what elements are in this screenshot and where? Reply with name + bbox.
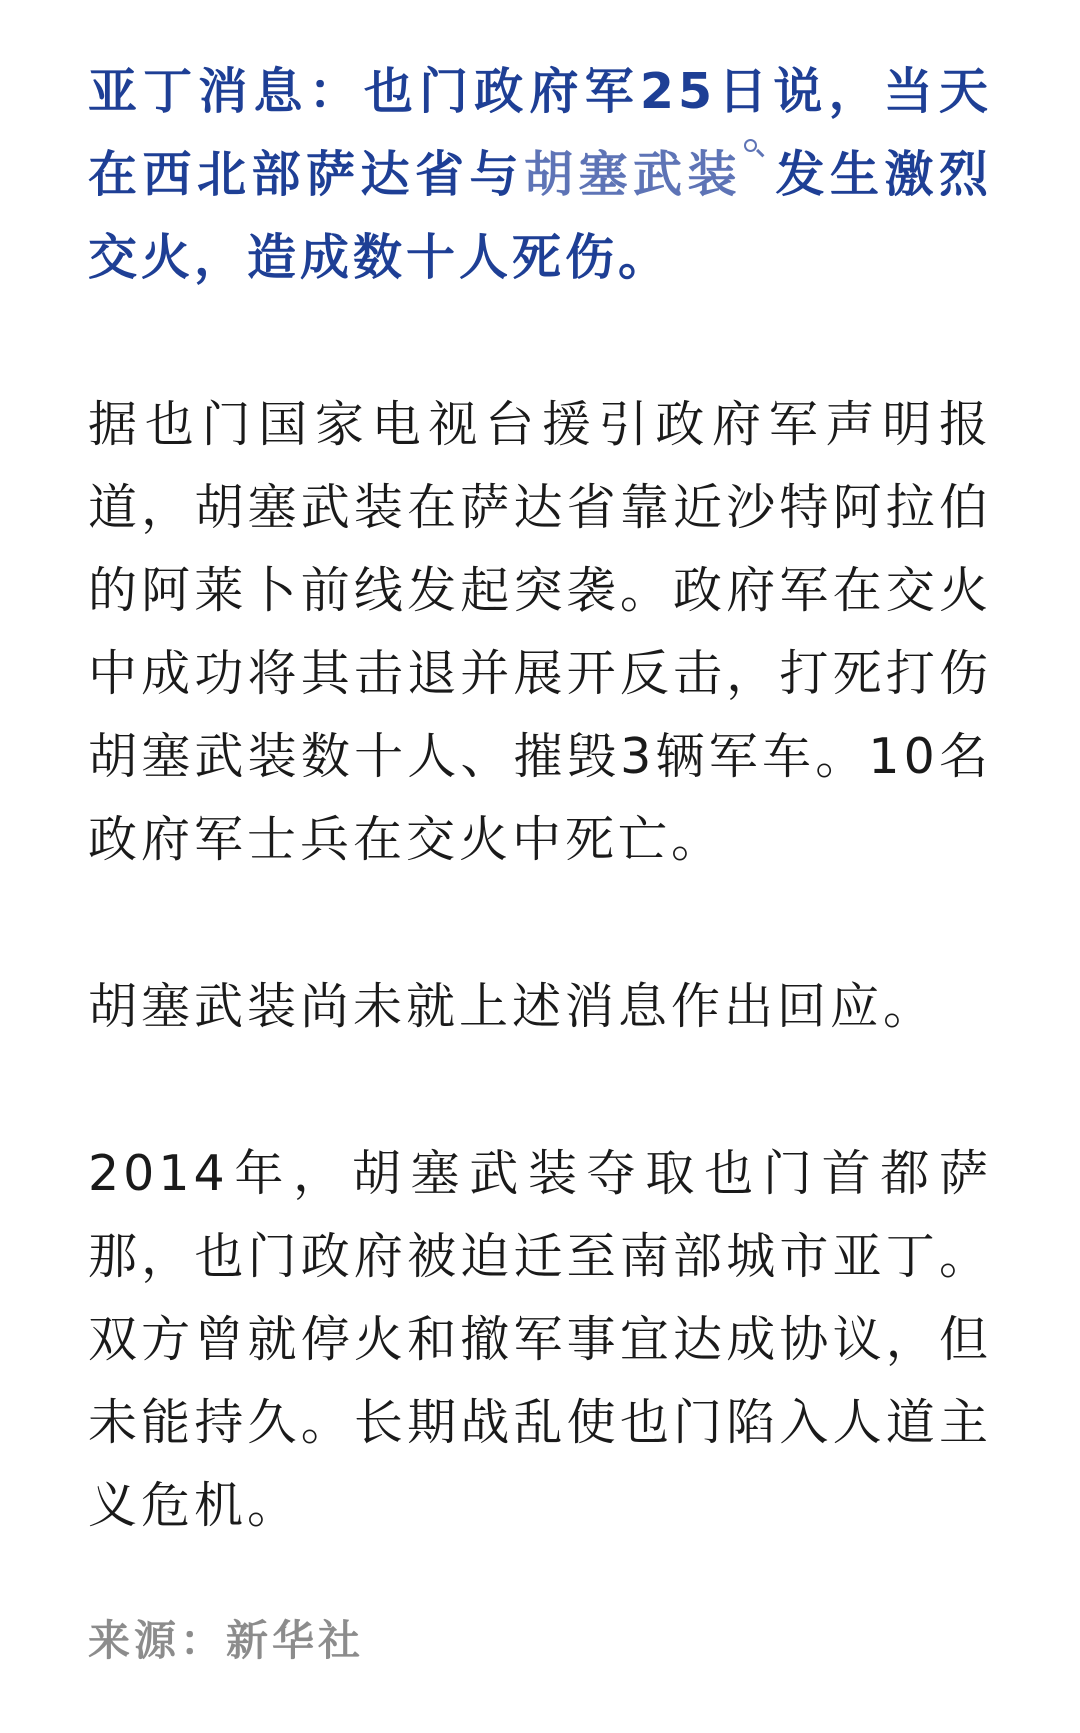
lead-paragraph — [88, 50, 992, 299]
article-body — [88, 50, 992, 1671]
search-icon[interactable] — [742, 137, 768, 167]
lead-text-start: 亚丁消息：也门政府军25日说，当天在西北部萨达省与 — [88, 63, 992, 203]
body-paragraph: 胡塞武装尚未就上述消息作出回应。 — [88, 978, 937, 1035]
lead-text-end: 发生激烈交火，造成数十人死伤。 — [88, 146, 992, 286]
source-credit: 来源：新华社 — [88, 1616, 365, 1665]
body-paragraph: 2014年，胡塞武装夺取也门首都萨那，也门政府被迫迁至南部城市亚丁。双方曾就停火和撤军事宜达成协议，但未能持久。长期战乱使也门陷入人道主义危机。 — [88, 1145, 992, 1534]
keyword-link-houthi[interactable]: 胡塞武装 — [523, 146, 742, 203]
body-paragraph: 据也门国家电视台援引政府军声明报道，胡塞武装在萨达省靠近沙特阿拉伯的阿莱卜前线发起突袭。政府军在交火中成功将其击退并展开反击，打死打伤胡塞武装数十人、摧毁3辆军车。10名政府军士兵在交火中死亡。 — [88, 396, 992, 868]
